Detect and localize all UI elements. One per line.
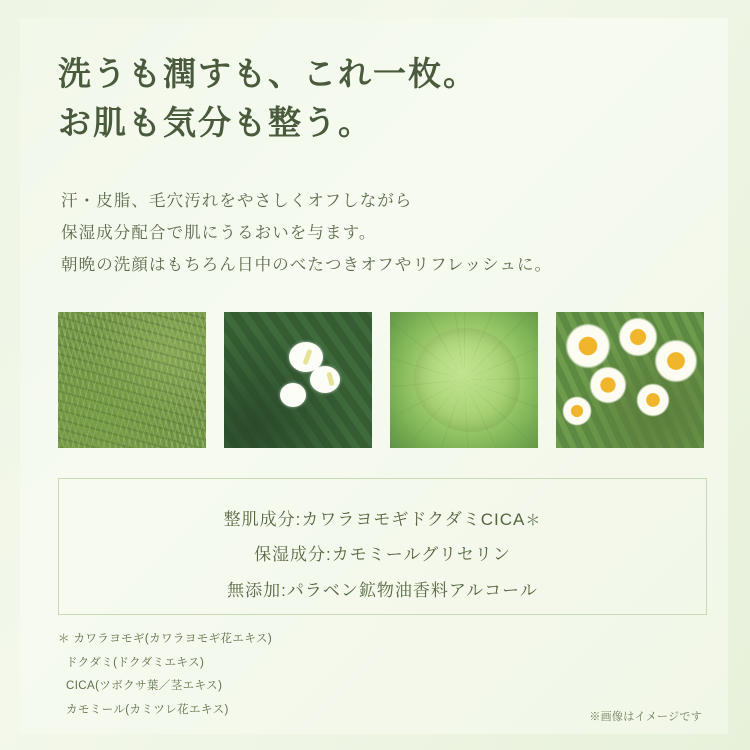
lead-line-2: 保湿成分配合で肌にうるおいを与ます。: [61, 224, 377, 243]
ingredient-row-moisturizing: 保湿成分:カモミールグリセリン: [254, 545, 511, 565]
footnote-line-3: CICA(ツボクサ葉／茎エキス): [66, 680, 223, 693]
ingredient-row-skin-conditioning: [59, 502, 706, 537]
photo-cica: [390, 312, 538, 448]
ingredient-row-1-text: 整肌成分:カワラヨモギドクダミCICA: [223, 510, 526, 529]
daisy-flower: [654, 339, 698, 383]
lead-paragraph: [61, 185, 552, 282]
photo-dokudami: [224, 312, 372, 448]
daisy-flower: [589, 366, 627, 404]
ingredient-photo-strip: [58, 312, 704, 448]
lead-line-1: 汗・皮脂、毛穴汚れをやさしくオフしながら: [61, 192, 413, 210]
footnote-line-2: ドクダミ(ドクダミエキス): [66, 656, 205, 669]
daisy-flower: [562, 396, 592, 426]
ingredient-row-free-from: 無添加:パラベン鉱物油香料アルコール: [227, 580, 538, 600]
photo-kawarayomogi: [58, 312, 206, 448]
image-disclaimer: ※画像はイメージです: [589, 711, 702, 723]
flower-petal-cluster: [310, 366, 340, 393]
ingredients-box: [58, 478, 707, 615]
headline-line-1: 洗うも潤すも、これ一枚。: [58, 55, 478, 92]
page-title: [58, 50, 478, 148]
flower-petal-cluster: [280, 383, 306, 407]
photo-chamomile: [556, 312, 704, 448]
content-panel: [20, 18, 728, 734]
daisy-flower: [565, 323, 611, 369]
headline-line-2: お肌も気分も整う。: [58, 103, 373, 141]
daisy-flower: [636, 383, 670, 417]
footnote-line-1: ＊ カワラヨモギ(カワラヨモギ花エキス): [58, 633, 273, 645]
daisy-flower: [618, 317, 658, 357]
footnote-line-4: カモミール(カミツレ花エキス): [66, 703, 229, 716]
footnote-star: ＊: [525, 512, 542, 529]
ingredients-list: [59, 502, 706, 608]
footnotes: [58, 628, 272, 722]
lead-line-3: 朝晩の洗顔はもちろん日中のべたつきオフやリフレッシュに。: [61, 256, 553, 275]
